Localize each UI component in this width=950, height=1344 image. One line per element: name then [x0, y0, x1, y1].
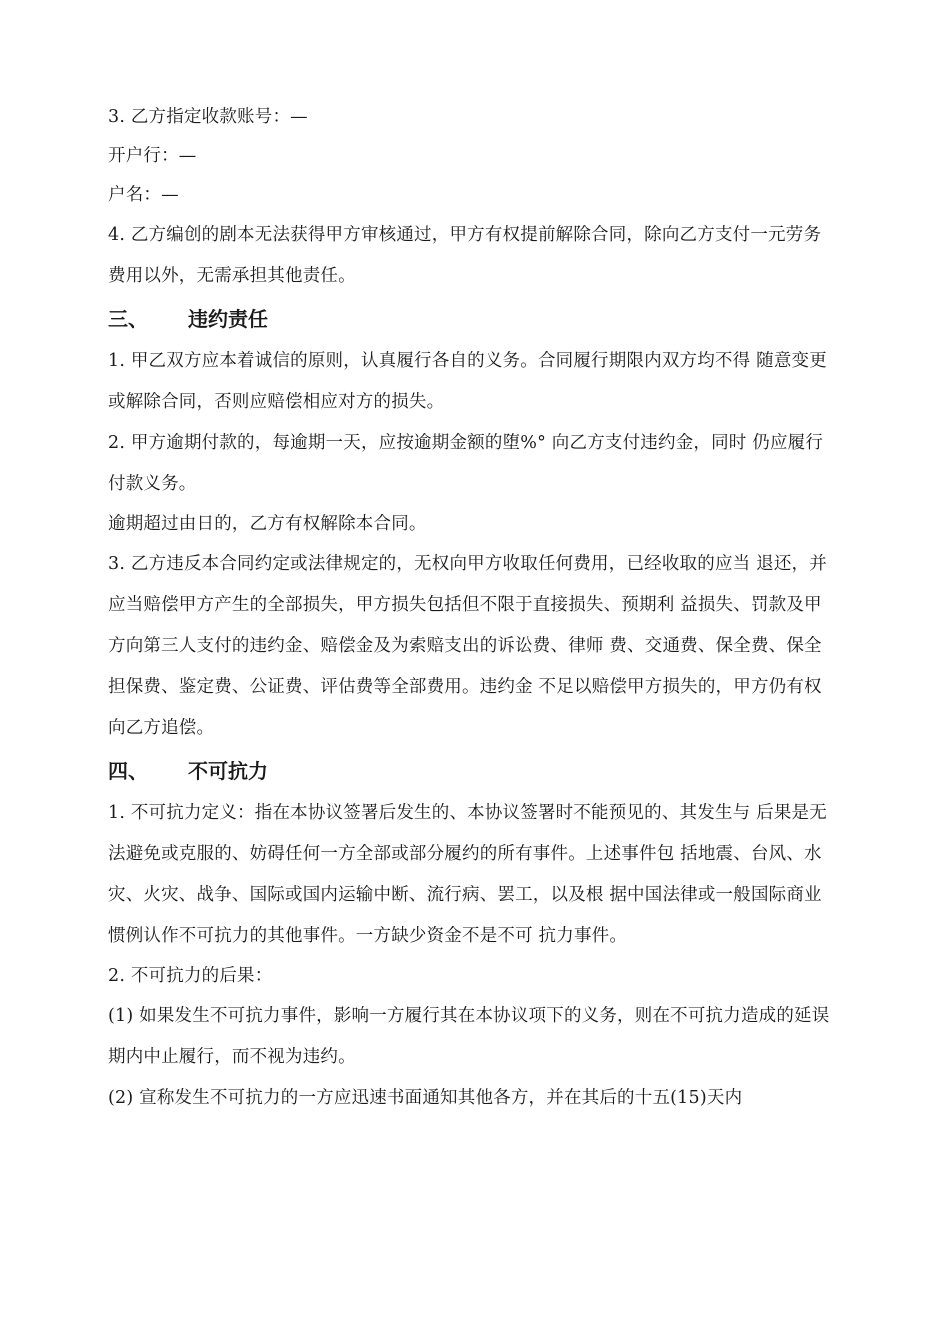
account-name-line: 户名：—	[108, 185, 179, 205]
section-4-heading	[108, 749, 832, 793]
account-number-line: 3. 乙方指定收款账号：—	[108, 107, 308, 127]
section-number: 三、	[108, 307, 148, 331]
clause-4-2: 2. 不可抗力的后果：	[108, 966, 273, 986]
clause-3-3: 3. 乙方违反本合同约定或法律规定的，无权向甲方收取任何费用，已经收取的应当 退还，并应当赔偿甲方产生的全部损失，甲方损失包括但不限于直接损失、预期利 益损失、罚款及甲方向第三人支付的违约金、赔偿金及为索赔支出的诉讼费、律师 费、交通费、保全费、保全担保费、鉴定费、公证费、评估费等全部费用。违约金 不足以赔偿甲方损失的，甲方仍有权向乙方追偿。	[108, 554, 827, 738]
section-number: 四、	[108, 759, 148, 783]
clause-4-1: 1. 不可抗力定义：指在本协议签署后发生的、本协议签署时不能预见的、其发生与 后果是无法避免或克服的、妨碍任何一方全部或部分履约的所有事件。上述事件包 括地震、台风、水灾、火灾、战争、国际或国内运输中断、流行病、罢工，以及根 据中国法律或一般国际商业惯例认作不可抗力的其他事件。一方缺少资金不是不可 抗力事件。	[108, 803, 827, 946]
section-title: 不可抗力	[188, 759, 268, 783]
clause-3-2-cont: 逾期超过由日的，乙方有权解除本合同。	[108, 514, 427, 534]
bank-line: 开户行：—	[108, 146, 197, 166]
section-title: 违约责任	[188, 307, 268, 331]
document-page	[108, 98, 832, 1119]
clause-4-2-1: (1) 如果发生不可抗力事件，影响一方履行其在本协议项下的义务，则在不可抗力造成的延误期内中止履行，而不视为违约。	[108, 1006, 830, 1067]
clause-3-2: 2. 甲方逾期付款的，每逾期一天，应按逾期金额的堕%° 向乙方支付违约金，同时 仍应履行付款义务。	[108, 433, 824, 494]
section-3-heading	[108, 297, 832, 341]
clause-4-2-2: (2) 宣称发生不可抗力的一方应迅速书面通知其他各方，并在其后的十五(15)天内	[108, 1088, 743, 1108]
clause-3-1: 1. 甲乙双方应本着诚信的原则，认真履行各自的义务。合同履行期限内双方均不得 随意变更或解除合同，否则应赔偿相应对方的损失。	[108, 351, 827, 412]
clause-2-4: 4. 乙方编创的剧本无法获得甲方审核通过，甲方有权提前解除合同，除向乙方支付一元劳务费用以外，无需承担其他责任。	[108, 225, 822, 286]
